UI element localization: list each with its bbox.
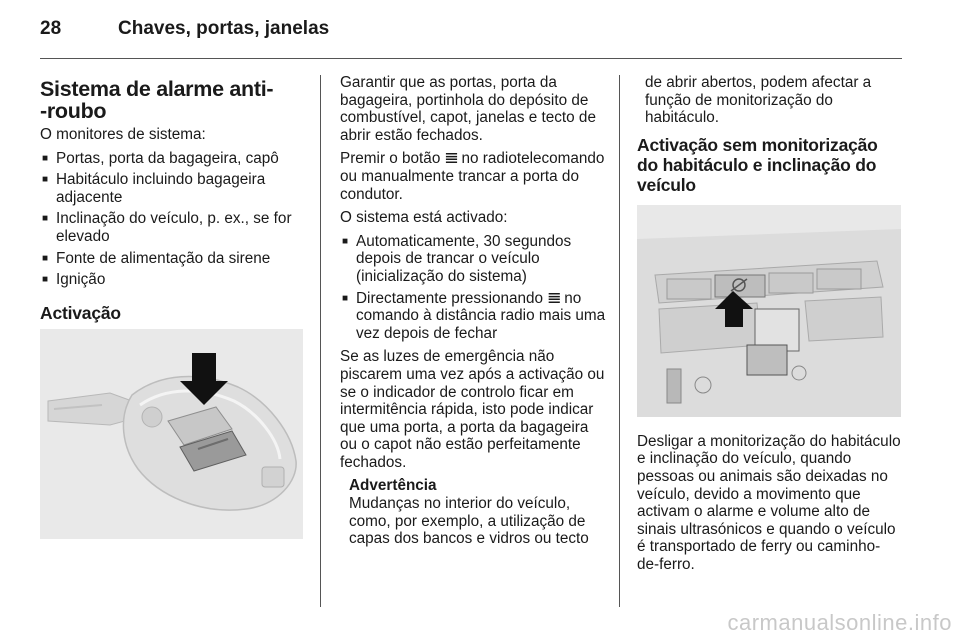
list-item: ■ Habitáculo incluindo bagageira adjacente [40,171,308,206]
intro-text: O monitores de sistema: [40,126,206,143]
column-divider-1 [320,75,321,607]
list-item: ■ Inclinação do veículo, p. ex., se for elevado [40,210,308,245]
paragraph: O sistema está activado: [340,209,508,227]
running-title: Chaves, portas, janelas [118,18,330,39]
column-divider-2 [619,75,620,607]
monitor-list [40,150,308,289]
overhead-console-figure [637,205,901,417]
column-3 [637,74,901,580]
page-header [40,18,902,48]
header-rule [40,58,902,59]
section-heading-alarm [40,78,308,122]
note-text: Mudanças no interior do veículo, como, por exemplo, a utilização de capas dos bancos e vidros ou tecto [349,495,589,548]
heading-line-2: -roubo [40,99,107,123]
list-item: ■ Directamente pressionando 𝌆 no comando à distância radio mais uma vez depois de fechar [340,290,606,343]
page-number: 28 [40,18,62,39]
column-2 [340,74,606,548]
list-item: ■ Fonte de alimentação da sirene [40,250,308,268]
watermark: carmanualsonline.info [727,610,952,635]
paragraph: Garantir que as portas, porta da bagageira, portinhola do depósito de combustível, capot, janelas e tecto de abrir estão fechados. [340,74,596,144]
list-item: ■ Portas, porta da bagageira, capô [40,150,308,168]
list-item: ■ Automaticamente, 30 segundos depois de trancar o veículo (inicialização do sistema) [340,233,606,286]
overhead-console-illustration [637,205,901,417]
lock-button-icon: 𝌆 [444,150,458,168]
list-item: ■ Ignição [40,271,308,289]
paragraph: Desligar a monitorização do habitáculo e inclinação do veículo, quando pessoas ou animais são deixadas no veículo, devido a movimento que activam o alarme e volume alto de sinais ultrasónicos e quando o veículo é transportado de ferry ou caminho-de-ferro. [637,432,901,573]
paragraph: de abrir abertos, podem afectar a função de monitorização do habitáculo. [645,74,872,127]
note-title: Advertência [349,477,437,495]
column-1 [40,74,308,539]
heading-line-1: Sistema de alarme anti- [40,77,274,101]
subheading-no-monitoring: Activação sem monitorização do habitáculo e inclinação do veículo [637,134,878,195]
paragraph: Premir o botão 𝌆 no radiotelecomando ou manualmente trancar a porta do condutor. [340,150,605,203]
lock-button-icon: 𝌆 [547,289,561,307]
paragraph: Se as luzes de emergência não piscarem uma vez após a activação ou se o indicador de controlo ficar em intermitência rápida, isto pode indicar que uma porta, a porta da bagageira ou o capot não estão perfeitamente fechados. [340,348,605,471]
warning-note [340,477,606,547]
key-fob-illustration [40,329,303,539]
key-fob-figure [40,329,303,539]
subheading-activation: Activação [40,302,121,323]
activation-list [340,233,606,343]
